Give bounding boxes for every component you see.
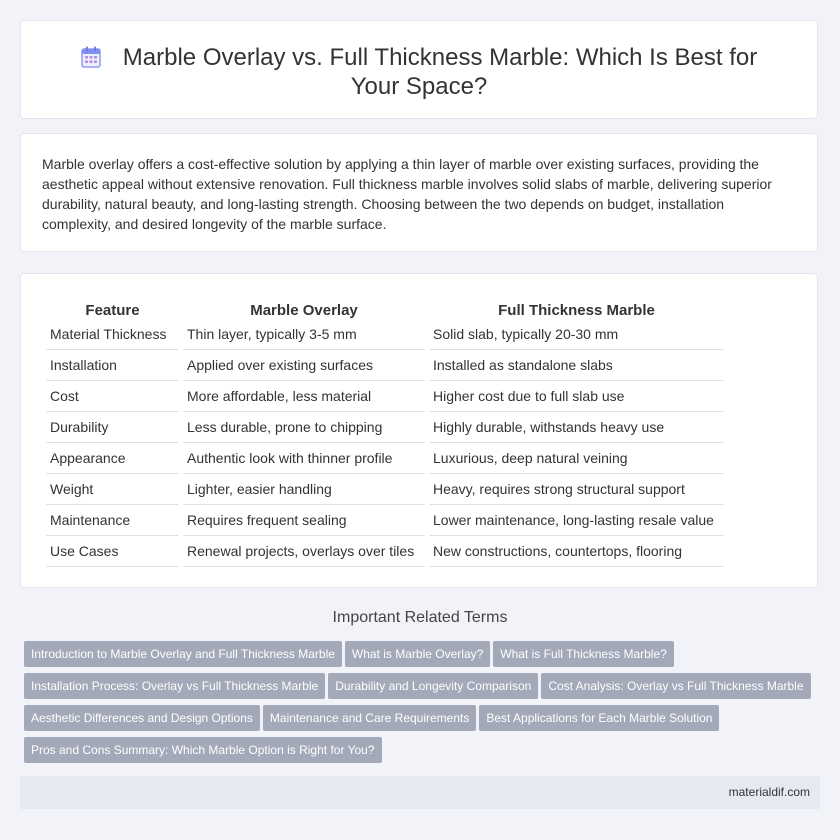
- cell-full: Installed as standalone slabs: [429, 350, 724, 381]
- table-row: [46, 505, 724, 536]
- related-terms-title: Important Related Terms: [332, 609, 508, 626]
- page-title: Marble Overlay vs. Full Thickness Marble: Which Is Best for Your Space?: [122, 44, 758, 100]
- related-tag[interactable]: Aesthetic Differences and Design Options: [24, 705, 260, 731]
- cell-feature: Appearance: [46, 443, 179, 474]
- cell-full: Solid slab, typically 20-30 mm: [429, 319, 724, 350]
- table-row: [46, 381, 724, 412]
- related-tag[interactable]: Introduction to Marble Overlay and Full Thickness Marble: [24, 641, 342, 667]
- cell-overlay: Renewal projects, overlays over tiles: [183, 536, 425, 567]
- cell-full: Luxurious, deep natural veining: [429, 443, 724, 474]
- cell-overlay: Lighter, easier handling: [183, 474, 425, 505]
- table-row: [46, 536, 724, 567]
- cell-overlay: Less durable, prone to chipping: [183, 412, 425, 443]
- cell-full: New constructions, countertops, flooring: [429, 536, 724, 567]
- cell-feature: Material Thickness: [46, 319, 179, 350]
- calendar-icon: [81, 46, 101, 68]
- table-row: [46, 443, 724, 474]
- cell-feature: Durability: [46, 412, 179, 443]
- cell-full: Lower maintenance, long-lasting resale value: [429, 505, 724, 536]
- cell-overlay: Authentic look with thinner profile: [183, 443, 425, 474]
- header-feature: Feature: [85, 302, 140, 319]
- cell-full: Highly durable, withstands heavy use: [429, 412, 724, 443]
- related-tag[interactable]: What is Marble Overlay?: [345, 641, 490, 667]
- header-full-thickness: Full Thickness Marble: [498, 302, 655, 319]
- intro-card: [20, 133, 818, 252]
- cell-full: Heavy, requires strong structural support: [429, 474, 724, 505]
- page-title-wrap: [21, 43, 817, 101]
- table-row: [46, 319, 724, 350]
- related-tag[interactable]: Cost Analysis: Overlay vs Full Thickness Marble: [541, 673, 810, 699]
- cell-feature: Use Cases: [46, 536, 179, 567]
- related-tag[interactable]: Durability and Longevity Comparison: [328, 673, 538, 699]
- related-tag[interactable]: What is Full Thickness Marble?: [493, 641, 674, 667]
- comparison-table: [42, 296, 728, 567]
- related-tag[interactable]: Installation Process: Overlay vs Full Thickness Marble: [24, 673, 325, 699]
- cell-overlay: Applied over existing surfaces: [183, 350, 425, 381]
- cell-feature: Maintenance: [46, 505, 179, 536]
- cell-overlay: More affordable, less material: [183, 381, 425, 412]
- cell-feature: Cost: [46, 381, 179, 412]
- cell-full: Higher cost due to full slab use: [429, 381, 724, 412]
- cell-feature: Weight: [46, 474, 179, 505]
- related-tag[interactable]: Maintenance and Care Requirements: [263, 705, 476, 731]
- related-tag[interactable]: Pros and Cons Summary: Which Marble Option is Right for You?: [24, 737, 382, 763]
- footer-site-link[interactable]: materialdif.com: [728, 785, 810, 799]
- table-row: [46, 350, 724, 381]
- table-row: [46, 412, 724, 443]
- table-header-row: [46, 296, 724, 319]
- related-tag[interactable]: Best Applications for Each Marble Solution: [479, 705, 719, 731]
- cell-overlay: Thin layer, typically 3-5 mm: [183, 319, 425, 350]
- cell-overlay: Requires frequent sealing: [183, 505, 425, 536]
- cell-feature: Installation: [46, 350, 179, 381]
- header-marble-overlay: Marble Overlay: [250, 302, 358, 319]
- comparison-card: [20, 273, 818, 588]
- table-row: [46, 474, 724, 505]
- related-terms-tags: [24, 641, 824, 769]
- intro-paragraph: Marble overlay offers a cost-effective solution by applying a thin layer of marble over existing surfaces, providing the aesthetic appeal without extensive renovation. Full thickness marble involves solid slabs of marble, delivering superior durability, natural beauty, and long-lasting strength. Choosing between the two depends on budget, installation complexity, and desired longevity of the marble surface.: [42, 156, 772, 232]
- footer: [20, 776, 820, 809]
- title-card: [20, 20, 818, 119]
